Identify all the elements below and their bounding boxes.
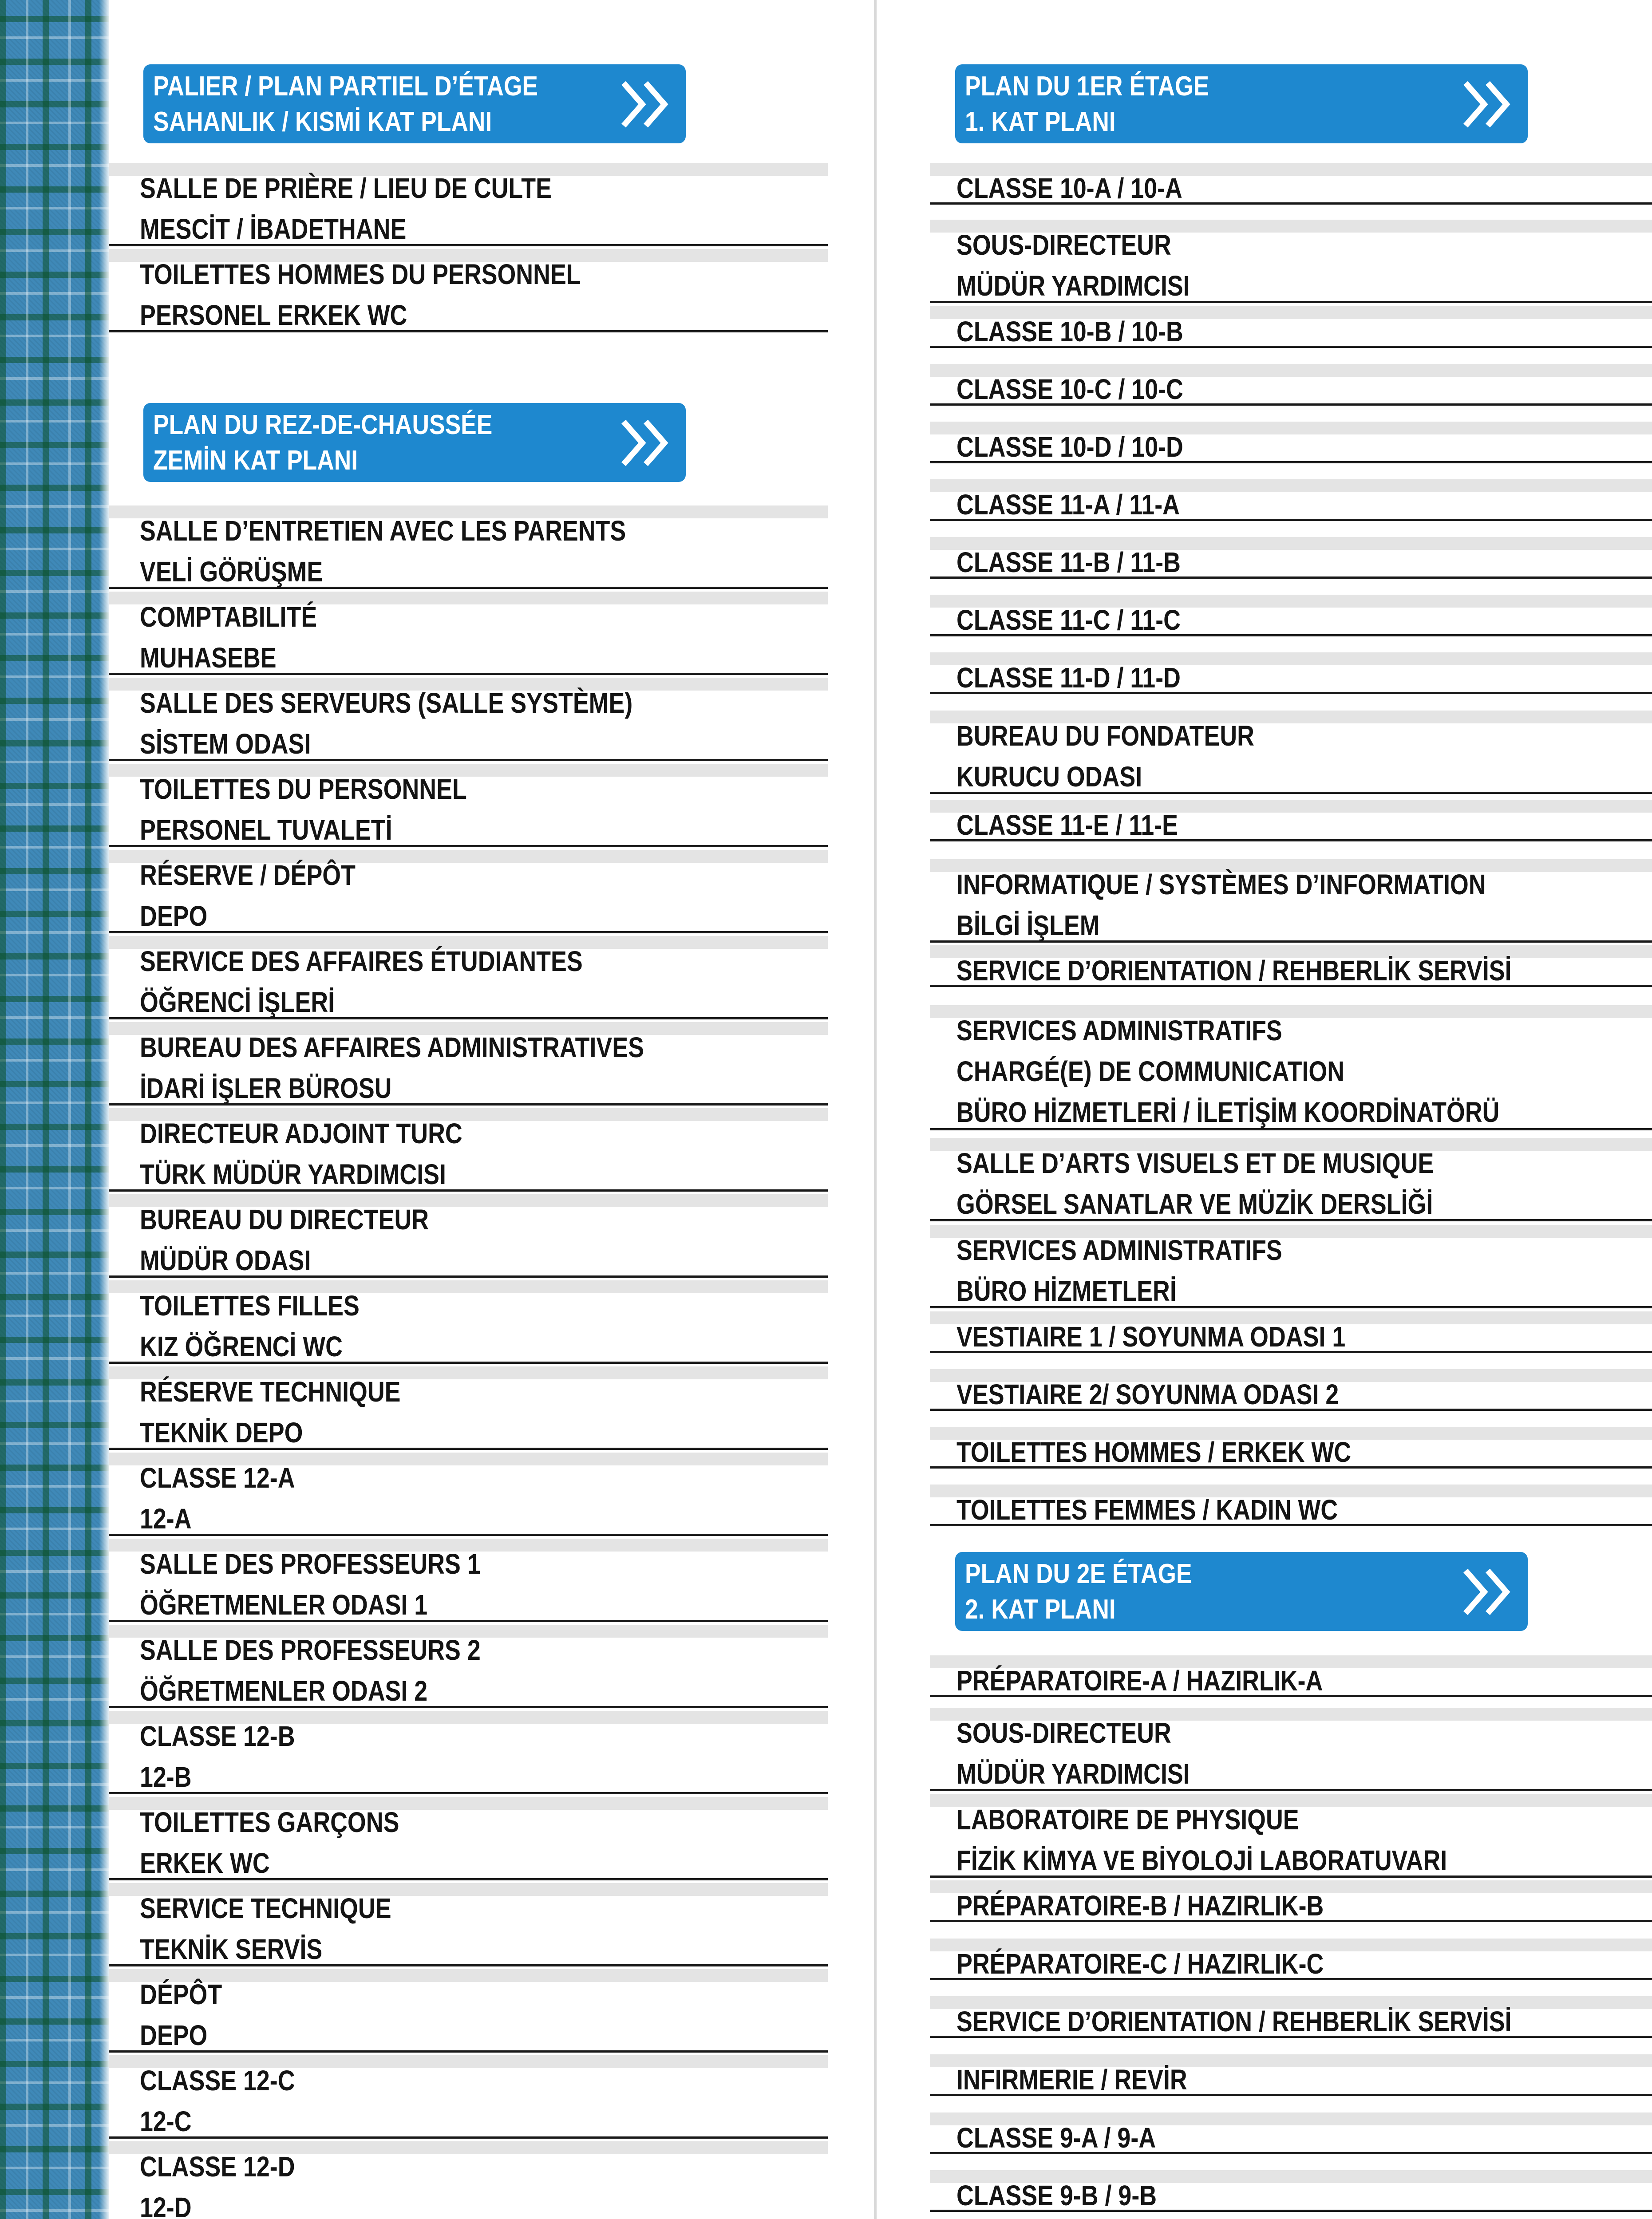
room-name-tr: GÖRSEL SANATLAR VE MÜZİK DERSLİĞİ [956, 1188, 1433, 1220]
room-row [109, 1366, 828, 1450]
room-row [930, 1005, 1652, 1130]
room-name-fr: CLASSE 12-A [140, 1462, 295, 1494]
room-name: TOILETTES FEMMES / KADIN WC [956, 1494, 1338, 1526]
room-name-tr: BİLGİ İŞLEM [956, 909, 1100, 941]
room-name-tr: ERKEK WC [140, 1847, 270, 1879]
room-name-tr: MÜDÜR YARDIMCISI [956, 270, 1190, 302]
room-row [109, 592, 828, 675]
room-name-fr: SALLE D’ENTRETIEN AVEC LES PARENTS [140, 515, 626, 547]
room-name-fr: SALLE D’ARTS VISUELS ET DE MUSIQUE [956, 1147, 1434, 1179]
room-row [930, 2170, 1652, 2212]
room-name: CLASSE 11-C / 11-C [956, 604, 1181, 636]
section-title-tr: 1. KAT PLANI [965, 107, 1116, 137]
double-chevron-right-icon [620, 79, 672, 129]
room-name-tr: TEKNİK SERVİS [140, 1933, 323, 1965]
room-name-tr: MUHASEBE [140, 642, 277, 674]
room-row [930, 163, 1652, 205]
room-row [109, 678, 828, 761]
room-name-fr: BUREAU DU DIRECTEUR [140, 1204, 429, 1236]
room-row [109, 163, 828, 246]
room-name: CLASSE 10-A / 10-A [956, 172, 1182, 204]
room-name-fr: SERVICES ADMINISTRATIFS [956, 1234, 1282, 1266]
room-name-tr: PERSONEL TUVALETİ [140, 814, 392, 846]
room-row [930, 1996, 1652, 2038]
room-name-tr: MESCİT / İBADETHANE [140, 213, 407, 245]
room-row [930, 1708, 1652, 1791]
room-name-tr: BÜRO HİZMETLERİ [956, 1275, 1177, 1307]
room-row [930, 364, 1652, 406]
room-name-fr: SOUS-DIRECTEUR [956, 229, 1171, 261]
room-name-tr: FİZİK KİMYA VE BİYOLOJİ LABORATUVARI [956, 1844, 1447, 1876]
tartan-side-strip [0, 0, 109, 2219]
room-name-fr: SALLE DE PRIÈRE / LIEU DE CULTE [140, 172, 552, 204]
room-row [109, 764, 828, 847]
room-name: CLASSE 10-B / 10-B [956, 316, 1183, 347]
room-name: CLASSE 10-C / 10-C [956, 373, 1183, 405]
room-row [930, 1427, 1652, 1469]
room-name: PRÉPARATOIRE-A / HAZIRLIK-A [956, 1665, 1323, 1697]
room-name-tr: MÜDÜR ODASI [140, 1244, 311, 1276]
room-name-tr: ÖĞRETMENLER ODASI 1 [140, 1589, 428, 1621]
room-row [930, 1138, 1652, 1221]
room-row [109, 1022, 828, 1106]
room-name-tr: MÜDÜR YARDIMCISI [956, 1758, 1190, 1790]
section-header-ground-floor [143, 403, 686, 482]
room-name-fr: DÉPÔT [140, 1978, 222, 2010]
room-name-fr: INFORMATIQUE / SYSTÈMES D’INFORMATION [956, 869, 1486, 900]
section-header-landing [143, 64, 686, 143]
room-row [930, 2112, 1652, 2154]
room-name-tr: KIZ ÖĞRENCİ WC [140, 1331, 343, 1362]
room-name-tr: ÖĞRENCİ İŞLERİ [140, 986, 335, 1018]
room-name-tr: DEPO [140, 2019, 208, 2051]
room-name: PRÉPARATOIRE-C / HAZIRLIK-C [956, 1948, 1324, 1980]
room-row [930, 1880, 1652, 1922]
room-name: CLASSE 10-D / 10-D [956, 431, 1183, 463]
room-name: SERVICE D’ORIENTATION / REHBERLİK SERVİSİ [956, 2006, 1512, 2037]
room-name-tr: PERSONEL ERKEK WC [140, 299, 407, 331]
room-row [930, 711, 1652, 794]
room-name-fr: CLASSE 12-B [140, 1720, 295, 1752]
room-row [930, 1225, 1652, 1308]
room-row [930, 1939, 1652, 1980]
room-row [930, 306, 1652, 348]
section-title-tr: SAHANLIK / KISMİ KAT PLANI [153, 107, 492, 137]
room-name-fr: TOILETTES HOMMES DU PERSONNEL [140, 258, 581, 290]
room-name-fr: SOUS-DIRECTEUR [956, 1717, 1171, 1749]
room-name: CLASSE 11-E / 11-E [956, 809, 1178, 841]
room-name: SERVICE D’ORIENTATION / REHBERLİK SERVİSİ [956, 955, 1512, 987]
room-name-fr: RÉSERVE / DÉPÔT [140, 859, 356, 891]
room-name: CLASSE 11-D / 11-D [956, 662, 1181, 694]
room-row [109, 249, 828, 332]
room-name-tr: SİSTEM ODASI [140, 728, 311, 760]
room-name-fr: SALLE DES PROFESSEURS 2 [140, 1634, 481, 1666]
room-name-fr: RÉSERVE TECHNIQUE [140, 1376, 401, 1408]
room-row [109, 1453, 828, 1536]
room-name-tr: 12-A [140, 1503, 192, 1535]
room-row [930, 652, 1652, 694]
room-row [930, 220, 1652, 303]
room-name: PRÉPARATOIRE-B / HAZIRLIK-B [956, 1890, 1324, 1922]
room-row [109, 1883, 828, 1966]
room-name-fr: SALLE DES SERVEURS (SALLE SYSTÈME) [140, 687, 633, 719]
room-row [109, 2141, 828, 2219]
room-name-fr: SERVICE TECHNIQUE [140, 1892, 391, 1924]
room-name-fr: TOILETTES DU PERSONNEL [140, 773, 467, 805]
room-name-tr: TEKNİK DEPO [140, 1417, 303, 1449]
room-name-tr: DEPO [140, 900, 208, 932]
room-name-fr: SALLE DES PROFESSEURS 1 [140, 1548, 481, 1580]
room-name-fr: LABORATOIRE DE PHYSIQUE [956, 1804, 1299, 1836]
room-name: CLASSE 11-B / 11-B [956, 546, 1181, 578]
section-title-fr: PLAN DU REZ-DE-CHAUSSÉE [153, 410, 493, 440]
room-row [930, 800, 1652, 841]
room-name-tr: TÜRK MÜDÜR YARDIMCISI [140, 1158, 446, 1190]
room-name-fr: BUREAU DU FONDATEUR [956, 720, 1254, 752]
section-title-fr: PLAN DU 1ER ÉTAGE [965, 71, 1209, 102]
room-name-tr: KURUCU ODASI [956, 761, 1142, 793]
room-row [109, 1194, 828, 1278]
section-title-fr: PLAN DU 2E ÉTAGE [965, 1559, 1192, 1589]
double-chevron-right-icon [1462, 1567, 1514, 1617]
room-row [930, 1794, 1652, 1878]
room-row [109, 1539, 828, 1622]
room-row [930, 1311, 1652, 1353]
double-chevron-right-icon [620, 418, 672, 468]
room-name-tr: ÖĞRETMENLER ODASI 2 [140, 1675, 428, 1707]
room-name-fr: BUREAU DES AFFAIRES ADMINISTRATIVES [140, 1031, 644, 1063]
room-name-fr-2: CHARGÉ(E) DE COMMUNICATION [956, 1055, 1345, 1087]
room-row [109, 1625, 828, 1708]
room-row [109, 850, 828, 933]
room-row [109, 505, 828, 589]
room-row [930, 945, 1652, 987]
room-row [930, 1485, 1652, 1526]
double-chevron-right-icon [1462, 79, 1514, 129]
section-title-tr: 2. KAT PLANI [965, 1594, 1116, 1625]
room-row [109, 1108, 828, 1192]
room-row [109, 936, 828, 1019]
room-row [930, 595, 1652, 636]
room-name-fr: TOILETTES GARÇONS [140, 1806, 399, 1838]
room-name: TOILETTES HOMMES / ERKEK WC [956, 1436, 1352, 1468]
room-name-fr: CLASSE 12-D [140, 2151, 295, 2183]
room-name-fr: CLASSE 12-C [140, 2065, 295, 2097]
room-name-tr: 12-B [140, 1761, 192, 1793]
room-name-fr: SERVICE DES AFFAIRES ÉTUDIANTES [140, 945, 583, 977]
room-name-tr: BÜRO HİZMETLERİ / İLETİŞİM KOORDİNATÖRÜ [956, 1096, 1500, 1128]
room-row [930, 2054, 1652, 2096]
room-row [930, 537, 1652, 579]
room-name-tr: İDARİ İŞLER BÜROSU [140, 1072, 392, 1104]
section-title-fr: PALIER / PLAN PARTIEL D’ÉTAGE [153, 71, 538, 102]
room-name: CLASSE 9-A / 9-A [956, 2122, 1156, 2154]
room-row [930, 1655, 1652, 1697]
column-divider [874, 0, 877, 2219]
room-name-fr: COMPTABILITÉ [140, 601, 317, 633]
section-header-second-floor [955, 1552, 1528, 1631]
room-row [930, 479, 1652, 521]
room-row [109, 1711, 828, 1794]
room-name: INFIRMERIE / REVİR [956, 2064, 1187, 2096]
room-row [930, 859, 1652, 943]
room-name-tr: VELİ GÖRÜŞME [140, 556, 323, 588]
room-row [109, 1280, 828, 1364]
room-row [930, 1369, 1652, 1411]
room-row [109, 1797, 828, 1880]
room-name: VESTIAIRE 1 / SOYUNMA ODASI 1 [956, 1321, 1346, 1353]
section-title-tr: ZEMİN KAT PLANI [153, 445, 358, 476]
room-row [109, 2055, 828, 2139]
room-name-tr: 12-D [140, 2191, 192, 2219]
room-row [930, 422, 1652, 463]
room-name-tr: 12-C [140, 2105, 192, 2137]
room-row [109, 1969, 828, 2053]
room-name-fr: SERVICES ADMINISTRATIFS [956, 1015, 1282, 1046]
room-name-fr: TOILETTES FILLES [140, 1290, 360, 1322]
section-header-first-floor [955, 64, 1528, 143]
room-name: CLASSE 9-B / 9-B [956, 2180, 1157, 2211]
room-name: CLASSE 11-A / 11-A [956, 489, 1180, 521]
room-name-fr: DIRECTEUR ADJOINT TURC [140, 1117, 462, 1149]
room-name: VESTIAIRE 2/ SOYUNMA ODASI 2 [956, 1378, 1339, 1410]
